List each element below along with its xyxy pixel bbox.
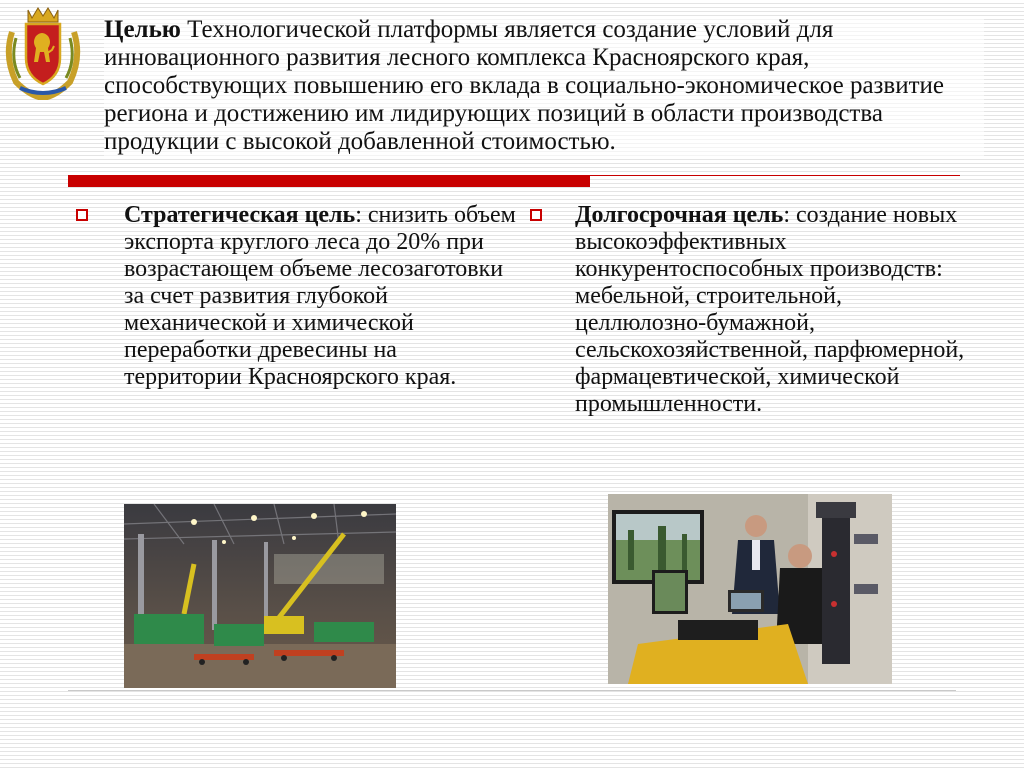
strategic-goal-body: : снизить объем экспорта круглого леса до 20% при возрастающем объеме лесозаготовки за счет развития глубокой механической и химической переработки древесины на территории Красноярского края. [124,202,516,390]
coat-of-arms-icon [2,2,84,100]
strategic-goal-label: Стратегическая цель [124,202,356,228]
longterm-goal-text [575,202,972,418]
longterm-goal-block [522,202,972,418]
divider-thin-line [590,175,960,176]
longterm-goal-label: Долгосрочная цель [575,202,784,228]
intro-text: Технологической платформы является создание условий для инновационного развития лесного комплекса Красноярского края, способствующих повышению его вклада в социально-экономическое развитие региона и достижению им лидирующих позиций в области производства продукции с высокой добавленной стоимостью. [104,16,945,155]
longterm-goal-body: : создание новых высокоэффективных конкурентоспособных производств: мебельной, строительной, целлюлозно-бумажной, сельскохозяйственной, парфюмерной, фармацевтической, химической промышленности. [575,202,965,417]
strategic-goal-text [124,202,518,391]
factory-workshop-image [124,504,396,688]
divider-red-bar [68,175,590,187]
simulator-training-image [608,494,892,684]
intro-lead: Целью [104,16,181,43]
strategic-goal-block [68,202,518,391]
intro-paragraph [104,16,984,156]
hollow-square-bullet-icon [76,209,88,221]
hollow-square-bullet-icon [530,209,542,221]
bottom-divider [68,690,956,691]
